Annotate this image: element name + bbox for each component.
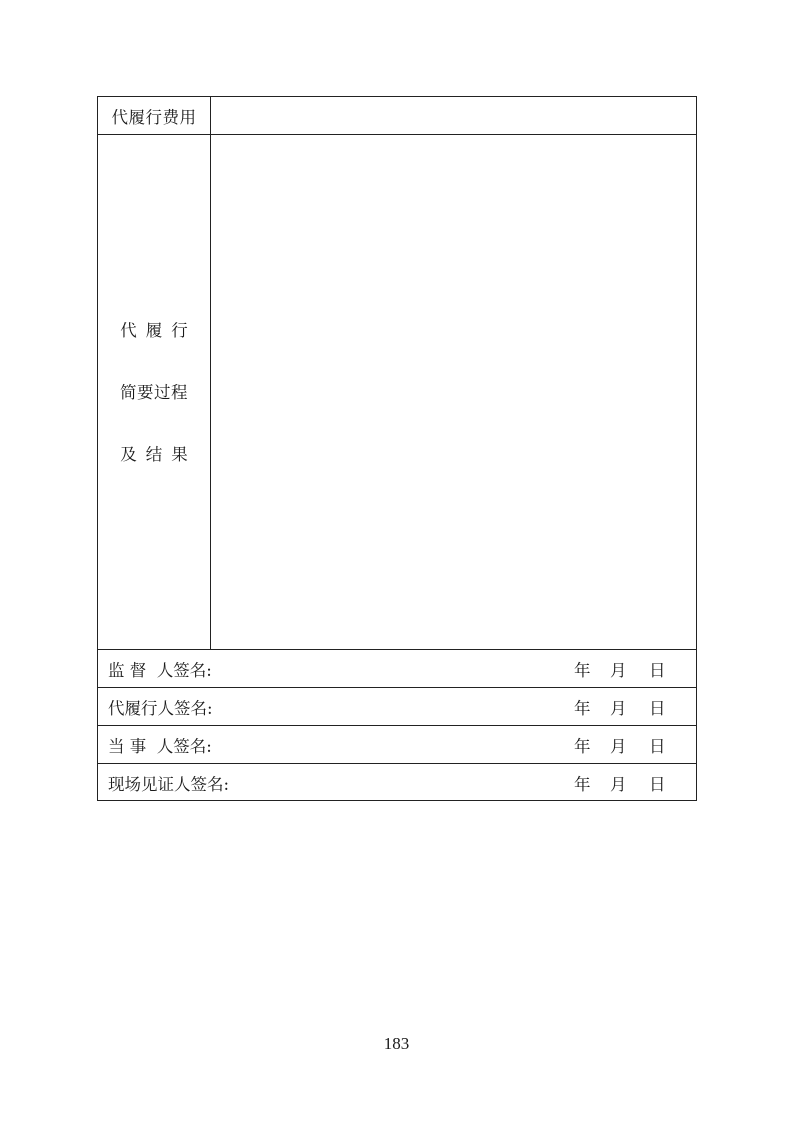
date-day-label: 日 (649, 736, 666, 756)
performer-signature-row[interactable] (98, 688, 696, 726)
page-number: 183 (383, 1034, 410, 1053)
fee-label: 代履行费用 (111, 107, 197, 127)
process-label-cell (98, 135, 211, 649)
date-month-label: 月 (610, 660, 627, 680)
date-day-label: 日 (649, 660, 666, 680)
witness-signature-row[interactable] (98, 764, 696, 802)
enforcement-form-table (97, 96, 697, 801)
fee-label-cell (98, 97, 211, 134)
signature-label: 代履行人签名: (108, 698, 213, 718)
supervisor-signature-row[interactable] (98, 650, 696, 688)
process-label-line-3: 及结果 (120, 445, 197, 464)
fee-value-field[interactable] (211, 97, 696, 134)
date-year-label: 年 (574, 660, 591, 680)
date-month-label: 月 (610, 736, 627, 756)
signature-label: 现场见证人签名: (108, 775, 230, 794)
fee-row (98, 97, 696, 135)
date-year-label: 年 (574, 698, 591, 718)
date-year-label: 年 (574, 736, 591, 756)
process-value-field[interactable] (211, 135, 696, 649)
process-label-line-2: 简要过程 (120, 383, 188, 402)
signature-label: 当 事 人签名: (108, 736, 212, 756)
date-day-label: 日 (649, 775, 666, 794)
process-label-line-1: 代履行 (120, 321, 197, 340)
date-day-label: 日 (649, 698, 666, 718)
process-row (98, 135, 696, 650)
signature-label: 监 督 人签名: (108, 660, 212, 680)
date-year-label: 年 (574, 775, 591, 794)
date-month-label: 月 (610, 775, 627, 794)
date-month-label: 月 (610, 698, 627, 718)
party-signature-row[interactable] (98, 726, 696, 764)
